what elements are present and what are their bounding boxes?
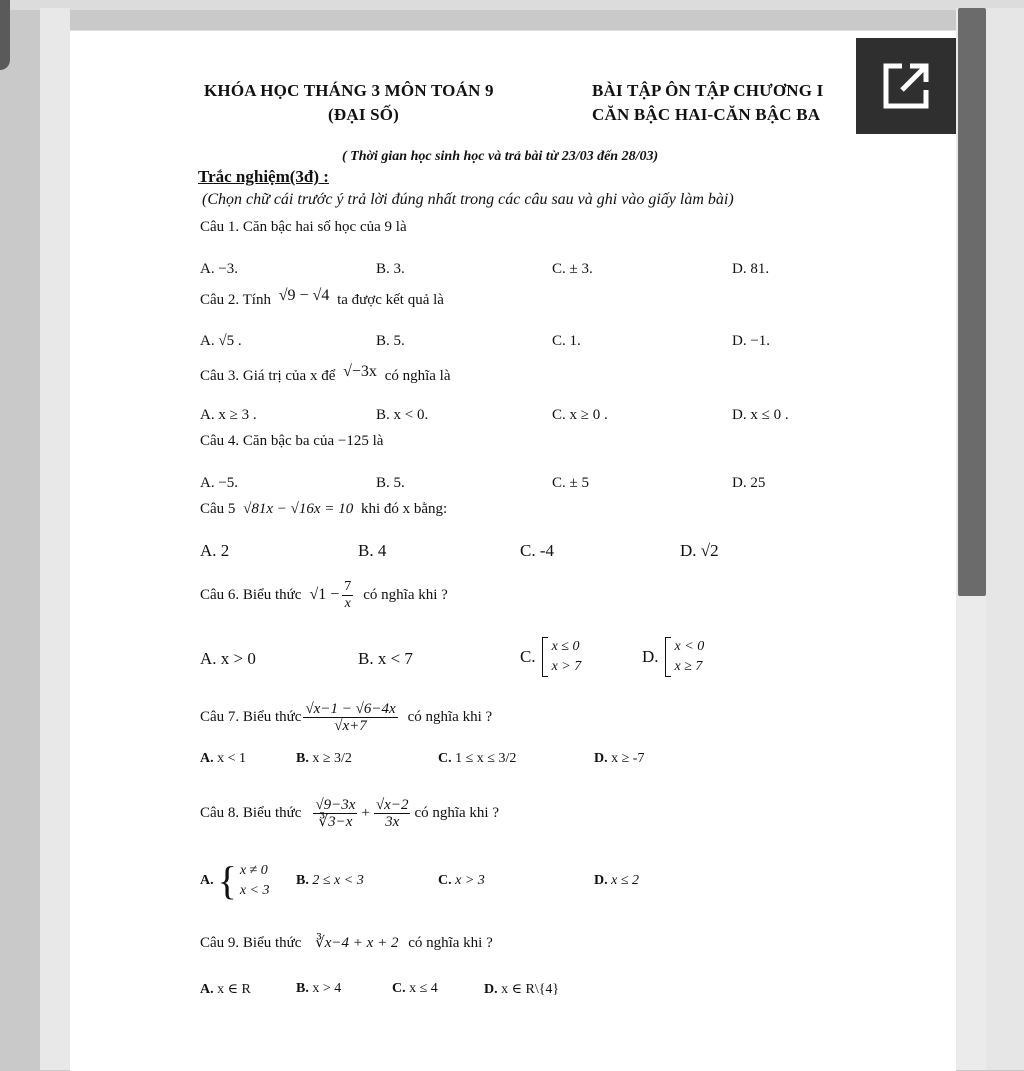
q9-option-b-text: x > 4 (312, 981, 342, 996)
q7-option-d (594, 751, 644, 767)
q7-option-b (296, 751, 352, 767)
question-5 (200, 501, 447, 518)
q7-fraction-numerator: √x−1 − √6−4x (305, 700, 396, 717)
q6-expr-lead: √1 − (309, 586, 340, 603)
q8-plus: + (361, 804, 370, 821)
q6-option-b: B. x < 7 (358, 649, 413, 668)
q6-option-d-label: D. (642, 647, 659, 666)
q6-option-c (520, 637, 581, 677)
header-right-line2: CĂN BẬC HAI-CĂN BẬC BA (592, 105, 821, 124)
question-3 (200, 363, 451, 385)
q9-option-a-text: x ∈ R (217, 982, 251, 997)
q8-fraction-1 (313, 797, 357, 830)
external-link-icon (880, 60, 932, 112)
q3-prefix: Câu 3. Giá trị của x để (200, 368, 336, 384)
q8-option-c (438, 873, 485, 889)
q8-option-a-row1: x ≠ 0 (239, 863, 268, 878)
question-1: Câu 1. Căn bậc hai số học của 9 là (200, 219, 407, 235)
q9-option-a-label: A. (200, 982, 214, 997)
q3-expression: √−3x (343, 363, 377, 380)
q8-fraction-2 (374, 797, 411, 830)
q2-option-d: D. −1. (732, 333, 771, 349)
q7-fraction-denominator: √x+7 (334, 717, 367, 734)
section-instruction: (Chọn chữ cái trước ý trả lời đúng nhất trong các câu sau và ghi vào giấy làm bài) (202, 191, 734, 208)
q8-fraction-1-numerator: √9−3x (315, 796, 356, 813)
q9-option-c (392, 981, 438, 997)
q8-option-a-brace: { (217, 858, 237, 903)
q4-option-d: D. 25 (732, 475, 766, 491)
q8-fraction-2-denominator: 3x (385, 813, 400, 830)
q5-prefix: Câu 5 (200, 501, 236, 517)
q2-suffix: ta được kết quả là (337, 292, 444, 308)
q9-option-b (296, 981, 341, 997)
q9-option-d-text: x ∈ R\{4} (501, 982, 560, 997)
question-6 (200, 573, 448, 617)
q8-fraction-2-numerator: √x−2 (375, 796, 409, 813)
q3-option-d: D. x ≤ 0 . (732, 407, 789, 423)
q7-fraction (303, 701, 397, 734)
q1-option-c: C. ± 3. (552, 261, 593, 277)
q9-option-d (484, 981, 559, 998)
q8-option-d-text: x ≤ 2 (611, 873, 640, 888)
q6-option-c-label: C. (520, 647, 536, 666)
scroll-track (986, 8, 1024, 1070)
q2-option-b: B. 5. (376, 333, 405, 349)
scrollbar-thumb[interactable] (958, 8, 986, 596)
q8-option-a-row2: x < 3 (239, 883, 270, 898)
q5-suffix: khi đó x bằng: (360, 501, 448, 517)
q1-option-d: D. 81. (732, 261, 770, 277)
question-4: Câu 4. Căn bậc ba của −125 là (200, 433, 384, 449)
question-2 (200, 287, 444, 309)
window-notch (0, 0, 10, 70)
q8-fraction-1-denominator: ∛3−x (318, 813, 353, 830)
q8-option-b-label: B. (296, 873, 309, 888)
q4-option-a: A. −5. (200, 475, 239, 491)
q2-option-a: A. √5 . (200, 333, 242, 349)
section-title: Trắc nghiệm(3đ) : (198, 167, 329, 186)
left-gutter (40, 8, 70, 1070)
q6-option-d-bracket (665, 637, 705, 677)
header-left-line2: (ĐẠI SỐ) (328, 105, 400, 124)
q8-option-c-label: C. (438, 873, 452, 888)
q7-option-a (200, 751, 246, 767)
q6-option-d-row2: x ≥ 7 (674, 659, 703, 674)
question-8 (200, 791, 499, 835)
q8-suffix: có nghĩa khi ? (414, 804, 500, 821)
q7-prefix: Câu 7. Biểu thức (200, 708, 302, 725)
time-note: ( Thời gian học sinh học và trả bài từ 23/03 đến 28/03) (342, 149, 659, 164)
q2-expression: √9 − √4 (278, 287, 330, 304)
q8-option-a-label: A. (200, 873, 214, 888)
q6-option-c-row2: x > 7 (551, 659, 582, 674)
q8-option-c-text: x > 3 (455, 873, 485, 888)
q8-option-a (200, 858, 270, 903)
q9-option-c-text: x ≤ 4 (409, 981, 438, 996)
question-9 (200, 933, 493, 952)
q6-option-d-row1: x < 0 (674, 639, 705, 654)
q3-suffix: có nghĩa là (384, 368, 451, 384)
q7-option-a-text: x < 1 (217, 751, 247, 766)
open-external-button[interactable] (856, 38, 956, 134)
q1-option-a: A. −3. (200, 261, 239, 277)
q9-option-a (200, 981, 251, 998)
q5-option-d: D. √2 (680, 541, 719, 560)
q6-fraction-numerator: 7 (344, 578, 352, 594)
q8-option-b (296, 873, 364, 889)
q8-prefix: Câu 8. Biểu thức (200, 804, 302, 821)
q7-option-b-text: x ≥ 3/2 (312, 751, 352, 766)
q7-option-d-text: x ≥ -7 (611, 751, 645, 766)
q4-option-b: B. 5. (376, 475, 405, 491)
header-right-line1: BÀI TẬP ÔN TẬP CHƯƠNG I (592, 81, 824, 100)
q6-fraction-denominator: x (344, 595, 351, 611)
q5-option-a: A. 2 (200, 541, 230, 560)
q5-expression: √81x − √16x = 10 (243, 501, 354, 517)
q6-option-d (642, 637, 704, 677)
q5-option-c: C. -4 (520, 541, 554, 560)
q7-suffix: có nghĩa khi ? (407, 708, 493, 725)
q6-suffix: có nghĩa khi ? (363, 586, 448, 603)
q9-suffix: có nghĩa khi ? (408, 935, 493, 951)
q6-option-a: A. x > 0 (200, 649, 256, 668)
q7-option-d-label: D. (594, 751, 608, 766)
q3-option-a: A. x ≥ 3 . (200, 407, 257, 423)
q8-option-b-text: 2 ≤ x < 3 (312, 873, 364, 888)
q8-option-d (594, 873, 639, 889)
document-page (70, 30, 956, 1071)
q5-option-b: B. 4 (358, 541, 387, 560)
q9-option-c-label: C. (392, 981, 406, 996)
q9-prefix: Câu 9. Biểu thức (200, 935, 302, 951)
top-bar (0, 0, 1024, 10)
q6-prefix: Câu 6. Biểu thức (200, 586, 302, 603)
q8-option-d-label: D. (594, 873, 608, 888)
q3-option-c: C. x ≥ 0 . (552, 407, 608, 423)
q9-expression: ∛x−4 + x + 2 (315, 935, 399, 951)
q9-option-b-label: B. (296, 981, 309, 996)
q2-prefix: Câu 2. Tính (200, 292, 271, 308)
q2-option-c: C. 1. (552, 333, 581, 349)
q1-option-b: B. 3. (376, 261, 405, 277)
q6-option-c-row1: x ≤ 0 (551, 639, 580, 654)
q7-option-c (438, 751, 516, 767)
q7-option-c-text: 1 ≤ x ≤ 3/2 (455, 751, 517, 766)
q3-option-b: B. x < 0. (376, 407, 429, 423)
q7-option-b-label: B. (296, 751, 309, 766)
q7-option-c-label: C. (438, 751, 452, 766)
q6-fraction (342, 579, 353, 612)
q7-option-a-label: A. (200, 751, 214, 766)
q4-option-c: C. ± 5 (552, 475, 589, 491)
header-left-line1: KHÓA HỌC THÁNG 3 MÔN TOÁN 9 (204, 81, 494, 100)
q6-option-c-bracket (542, 637, 582, 677)
question-7 (200, 697, 492, 737)
q9-option-d-label: D. (484, 982, 498, 997)
